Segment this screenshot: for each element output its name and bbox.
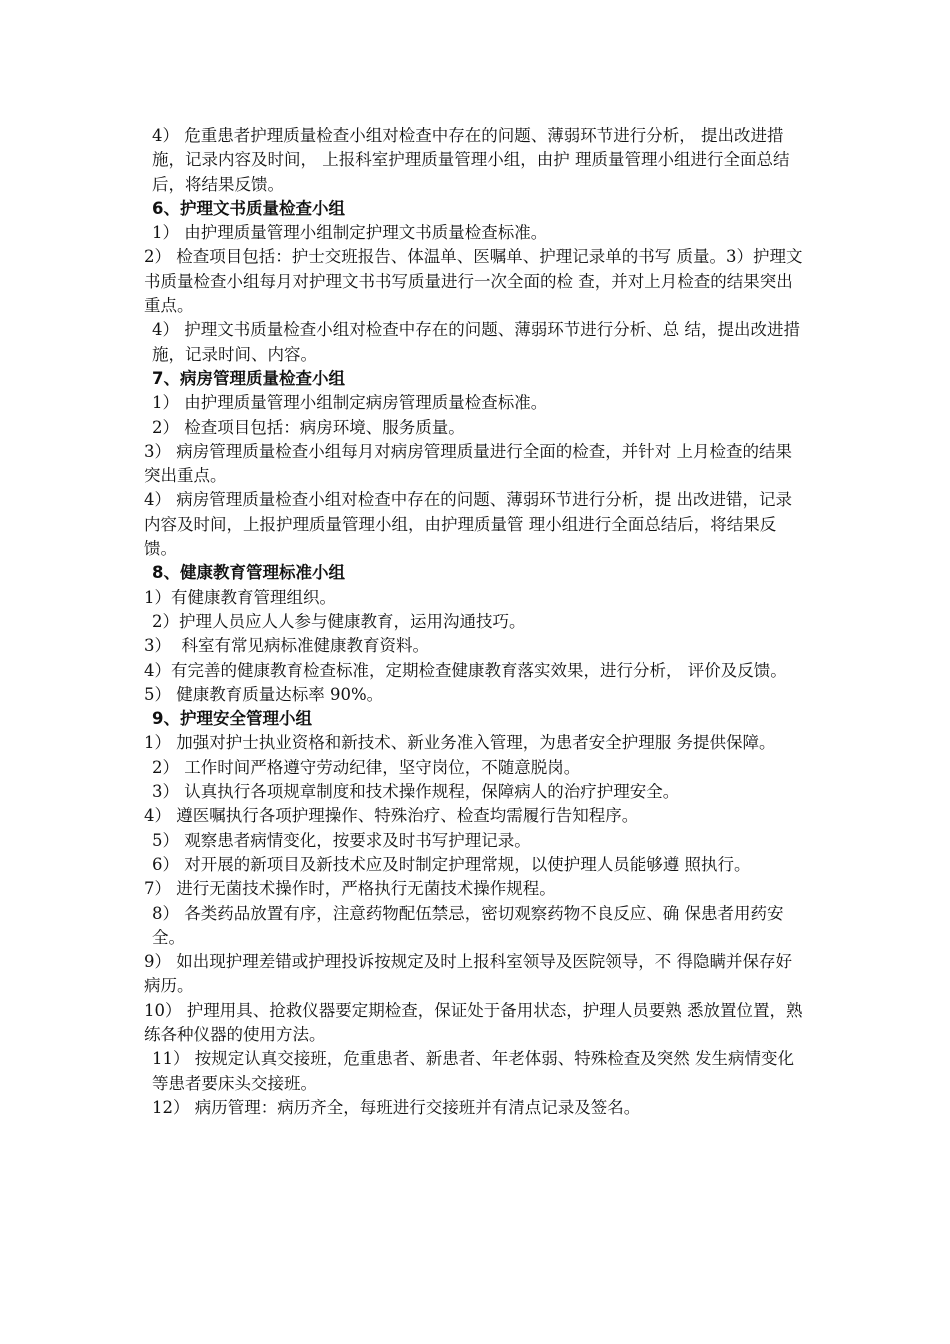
list-item: 4）有完善的健康教育检查标准，定期检查健康教育落实效果，进行分析， 评价及反馈。: [144, 660, 787, 680]
list-item: 2） 检查项目包括：护士交班报告、体温单、医嘱单、护理记录单的书写 质量。3）护理文书质量检查小组每月对护理文书书写质量进行一次全面的检 查，并对上月检查的结果突出重点。: [144, 247, 803, 316]
section-heading: 7、病房管理质量检查小组: [152, 368, 345, 388]
list-item: 1） 加强对护士执业资格和新技术、新业务准入管理，为患者安全护理服 务提供保障。: [144, 733, 776, 753]
list-item: 10） 护理用具、抢救仪器要定期检查，保证处于备用状态，护理人员要熟 悉放置位置，熟练各种仪器的使用方法。: [144, 1000, 803, 1044]
list-item: 5） 健康教育质量达标率 90%。: [144, 684, 384, 704]
list-item: 4） 病房管理质量检查小组对检查中存在的问题、薄弱环节进行分析，提 出改进错，记录内容及时间，上报护理质量管理小组，由护理质量管 理小组进行全面总结后，将结果反馈。: [144, 490, 792, 559]
list-item: 8） 各类药品放置有序，注意药物配伍禁忌，密切观察药物不良反应、确 保患者用药安全。: [152, 903, 784, 947]
list-item: 6） 对开展的新项目及新技术应及时制定护理常规，以使护理人员能够遵 照执行。: [152, 854, 751, 874]
list-item: 3） 病房管理质量检查小组每月对病房管理质量进行全面的检查，并针对 上月检查的结果突出重点。: [144, 441, 792, 486]
list-item: 4） 护理文书质量检查小组对检查中存在的问题、薄弱环节进行分析、总 结，提出改进措施，记录时间、内容。: [152, 320, 800, 364]
list-item: 1） 由护理质量管理小组制定护理文书质量检查标准。: [152, 223, 548, 243]
list-item: 9） 如出现护理差错或护理投诉按规定及时上报科室领导及医院领导，不 得隐瞒并保存好病历。: [144, 952, 792, 996]
list-item: 1）有健康教育管理组织。: [144, 587, 336, 607]
list-item: 5） 观察患者病情变化，按要求及时书写护理记录。: [152, 830, 531, 850]
list-item: 2）护理人员应人人参与健康教育，运用沟通技巧。: [152, 611, 526, 631]
section-heading: 9、护理安全管理小组: [152, 709, 312, 729]
document-page: [144, 124, 808, 1120]
list-item: 11） 按规定认真交接班，危重患者、新患者、年老体弱、特殊检查及突然 发生病情变化等患者要床头交接班。: [152, 1049, 794, 1093]
list-item: 2） 检查项目包括：病房环境、服务质量。: [152, 417, 465, 437]
section-heading: 8、健康教育管理标准小组: [152, 563, 345, 583]
list-item: 7） 进行无菌技术操作时，严格执行无菌技术操作规程。: [144, 879, 556, 899]
section-heading: 6、护理文书质量检查小组: [152, 198, 345, 218]
list-item: 1） 由护理质量管理小组制定病房管理质量检查标准。: [152, 393, 548, 413]
list-item: 3） 认真执行各项规章制度和技术操作规程，保障病人的治疗护理安全。: [152, 782, 680, 802]
list-item: 4） 危重患者护理质量检查小组对检查中存在的问题、薄弱环节进行分析， 提出改进措施，记录内容及时间， 上报科室护理质量管理小组，由护 理质量管理小组进行全面总结后，将结果反馈。: [152, 126, 790, 194]
list-item: 3） 科室有常见病标准健康教育资料。: [144, 636, 429, 656]
list-item: 4） 遵医嘱执行各项护理操作、特殊治疗、检查均需履行告知程序。: [144, 806, 639, 826]
list-item: 2） 工作时间严格遵守劳动纪律，坚守岗位，不随意脱岗。: [152, 757, 581, 777]
list-item: 12） 病历管理：病历齐全，每班进行交接班并有清点记录及签名。: [152, 1097, 641, 1117]
